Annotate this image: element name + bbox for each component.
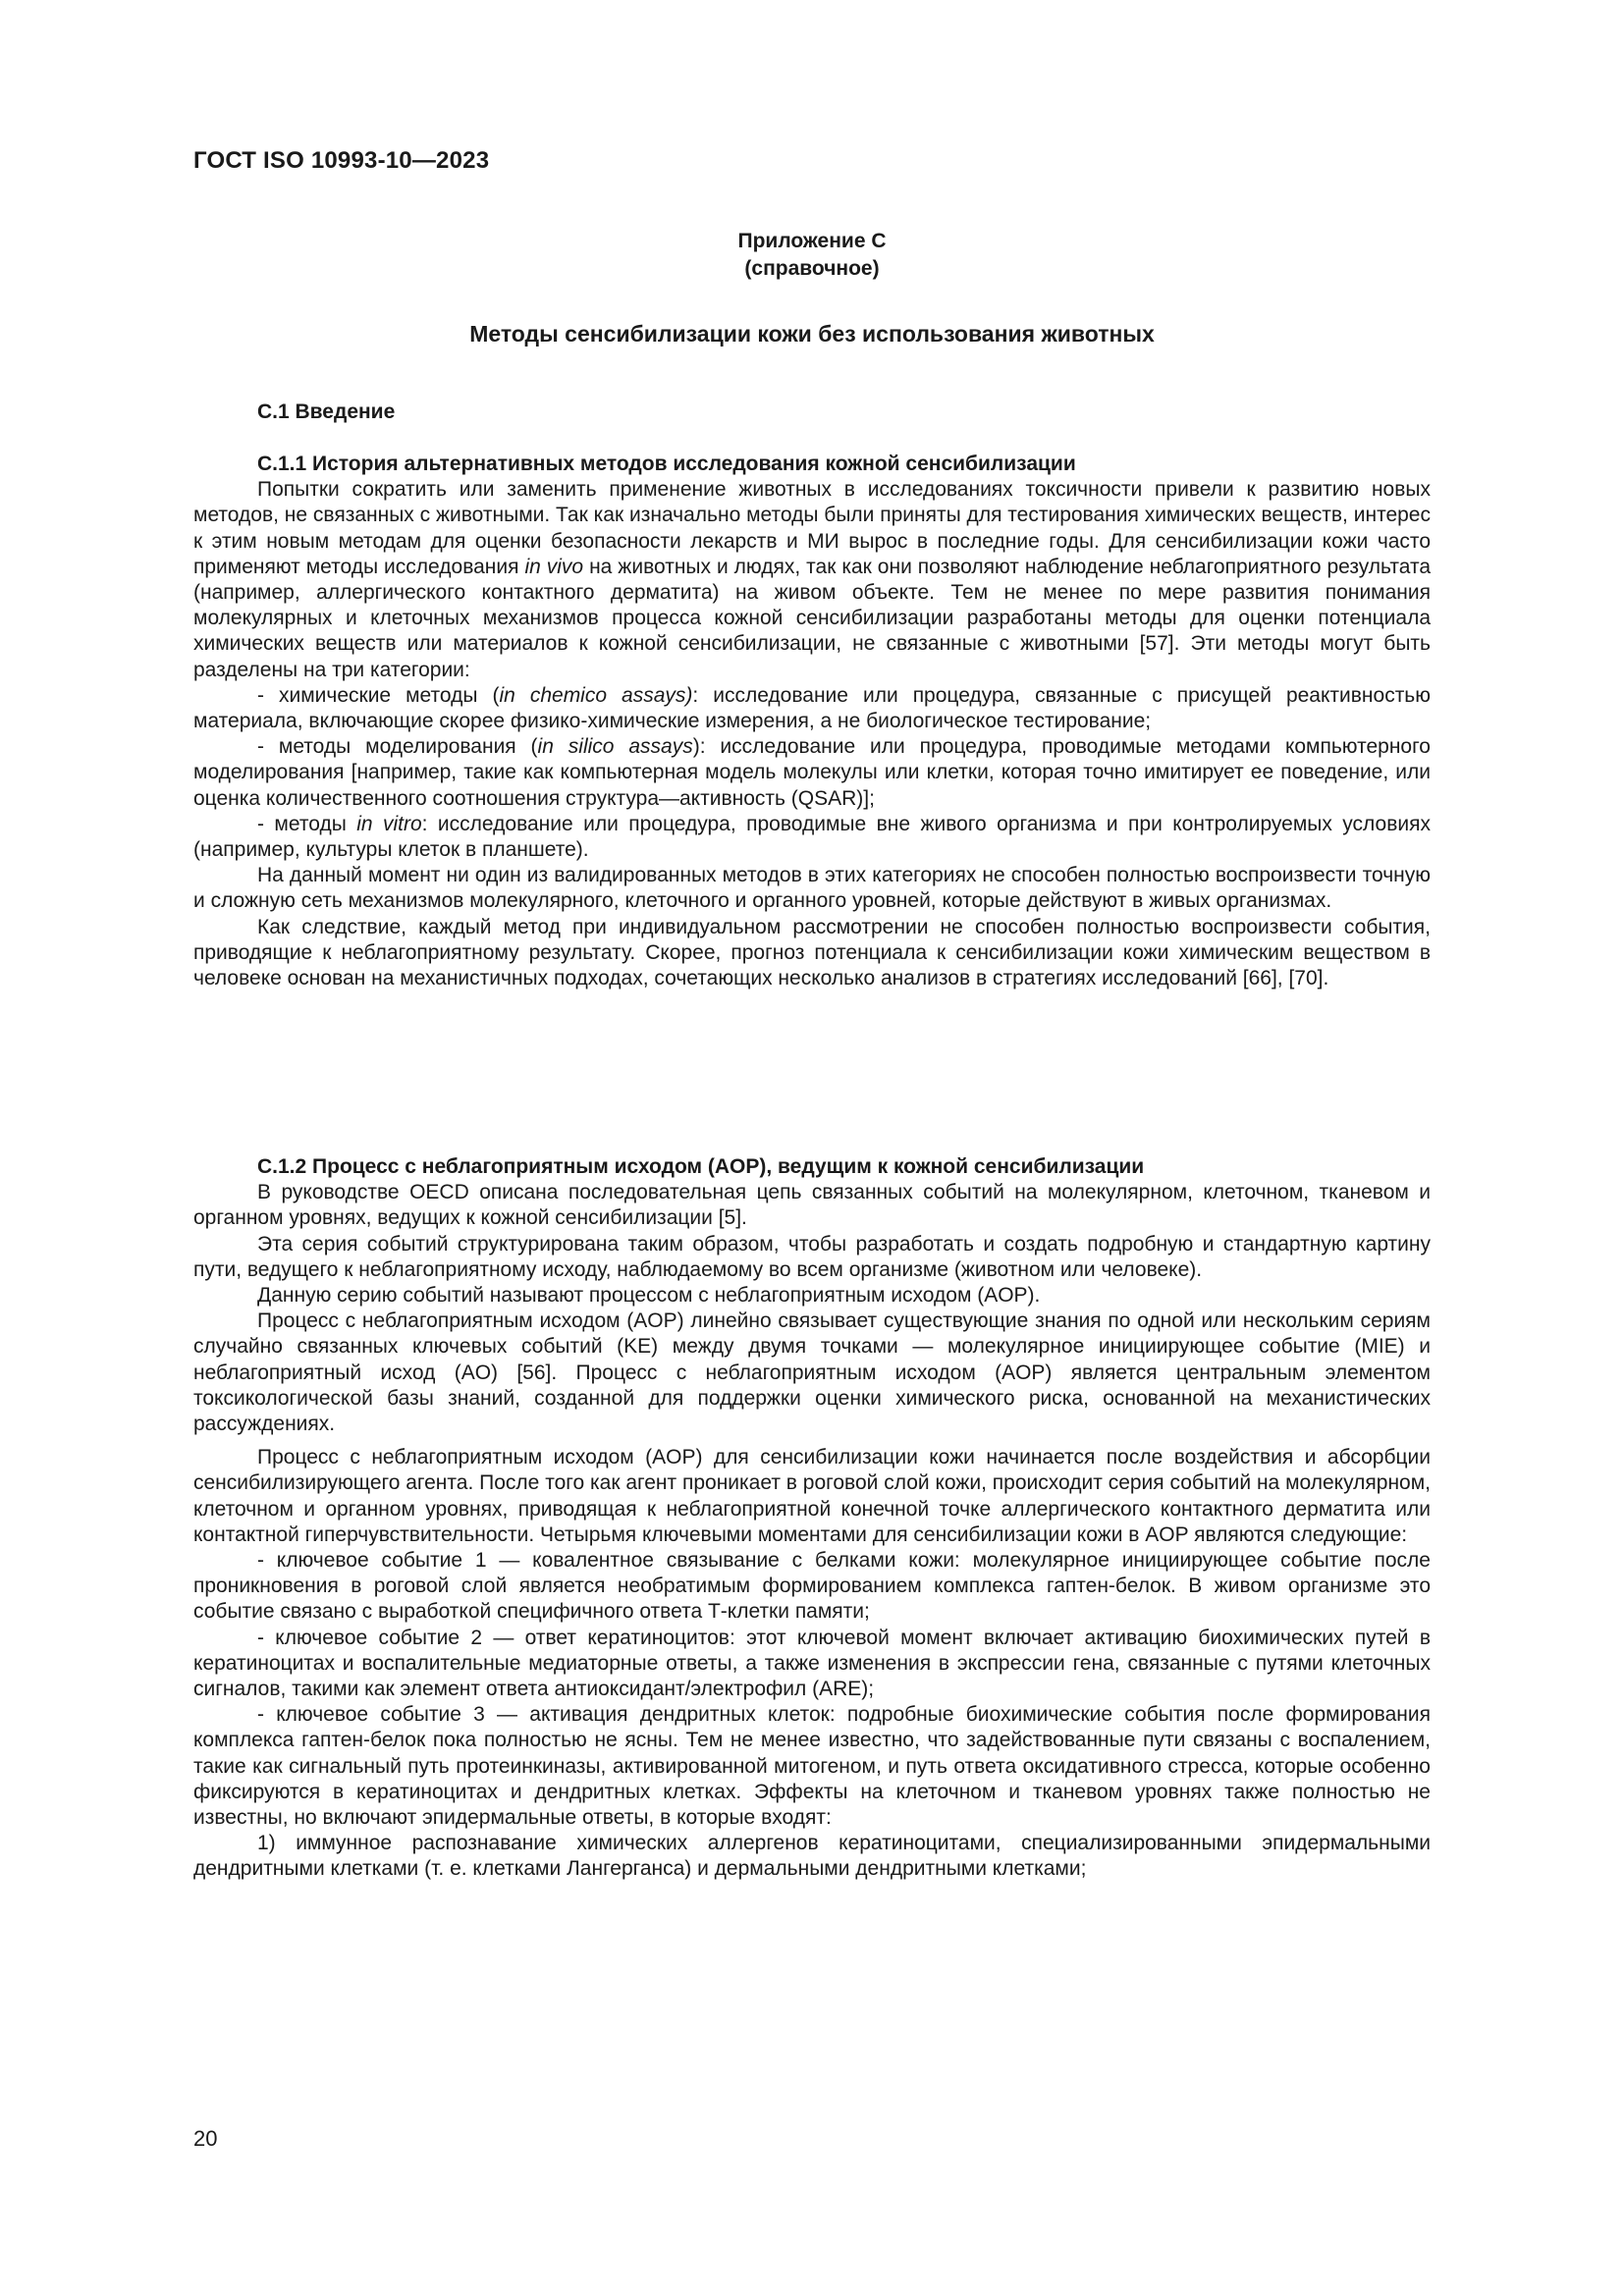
paragraph: Попытки сократить или заменить применение животных в исследованиях токсичности привели к развитию новых методов, не связанных с животными. Так как изначально методы были приняты для тестирования химических веществ, интерес к этим новым методам для оценки безопасности лекарств и МИ вырос в последние годы. Для сенсибилизации кожи часто применяют методы исследования in vivo на животных и людях, так как они позволяют наблюдение неблагоприятного результата (например, аллергического контактного дерматита) на живом объекте. Тем не менее по мере развития понимания молекулярных и клеточных механизмов процесса кожной сенсибилизации разработаны методы для оценки потенциала химических веществ или материалов к кожной сенсибилизации, не связанные с животными [57]. Эти методы могут быть разделены на три категории: bbox=[193, 478, 1432, 681]
subsection-history bbox=[193, 452, 1431, 991]
paragraph: Эта серия событий структурирована таким образом, чтобы разработать и создать подробную и стандартную картину пути, ведущего к неблагоприятному исходу, наблюдаемому во всем организме (животном или человеке). bbox=[193, 1232, 1431, 1281]
annex-heading: Методы сенсибилизации кожи без использования животных bbox=[469, 321, 1155, 347]
list-item: 1) иммунное распознавание химических аллергенов кератиноцитами, специализированными эпидермальными дендритными клетками (т. е. клетками Лангерганса) и дермальными дендритными клетками; bbox=[193, 1832, 1431, 1881]
paragraph: В руководстве OECD описана последовательная цепь связанных событий на молекулярном, клеточном, тканевом и органном уровнях, ведущих к кожной сенсибилизации [5]. bbox=[193, 1181, 1431, 1230]
list-item: - методы моделирования (in silico assays): исследование или процедура, проводимые методами компьютерного моделирования [например, такие как компьютерная модель молекулы или клетки, которая точно имитирует ее поведение, или оценка количественного соотношения структура—активность (QSAR)]; bbox=[193, 735, 1431, 810]
subsection-aop bbox=[193, 1154, 1431, 1883]
section-heading: С.1 Введение bbox=[257, 400, 396, 423]
list-item: - ключевое событие 1 — ковалентное связывание с белками кожи: молекулярное инициирующее событие после проникновения в роговой слой является необратимым формированием комплекса гаптен-белок. В живом организме это событие связано с выработкой специфичного ответа Т-клетки памяти; bbox=[193, 1549, 1431, 1624]
list-item: - ключевое событие 3 — активация дендритных клеток: подробные биохимические события после формирования комплекса гаптен-белок пока полностью не ясны. Тем не менее известно, что задействованные пути связаны с воспалением, такие как сигнальный путь протеинкиназы, активированной митогеном, и путь ответа оксидативного стресса, которые особенно фиксируются в кератиноцитах и дендритных клетках. Эффекты на клеточном и тканевом уровнях также полностью не известны, но включают эпидермальные ответы, в которые входят: bbox=[193, 1703, 1431, 1830]
subsection-heading: С.1.1 История альтернативных методов исследования кожной сенсибилизации bbox=[257, 453, 1076, 475]
paragraph: Как следствие, каждый метод при индивидуальном рассмотрении не способен полностью воспроизвести события, приводящие к неблагоприятному результату. Скорее, прогноз потенциала к сенсибилизации кожи химическим веществом в человеке основан на механистичных подходах, сочетающих несколько анализов в стратегиях исследований [66], [70]. bbox=[193, 915, 1431, 990]
document-code-header: ГОСТ ISO 10993-10—2023 bbox=[193, 147, 490, 174]
paragraph: На данный момент ни один из валидированных методов в этих категориях не способен полностью воспроизвести точную и сложную сеть механизмов молекулярного, клеточного и органного уровней, которые действуют в живых организмах. bbox=[193, 864, 1431, 913]
paragraph: Процесс с неблагоприятным исходом (AOP) для сенсибилизации кожи начинается после воздействия и абсорбции сенсибилизирующего агента. После того как агент проникает в роговой слой кожи, происходит серия событий на молекулярном, клеточном и органном уровнях, приводящая к неблагоприятной конечной точке аллергического контактного дерматита или контактной гиперчувствительности. Четырьмя ключевыми моментами для сенсибилизации кожи в AOP являются следующие: bbox=[193, 1446, 1431, 1546]
list-item: - ключевое событие 2 — ответ кератиноцитов: этот ключевой момент включает активацию биохимических путей в кератиноцитах и воспалительные медиаторные ответы, а также изменения в экспрессии гена, связанные с путями клеточных сигналов, такими как элемент ответа антиоксидант/электрофил (ARE); bbox=[193, 1626, 1431, 1701]
paragraph: Процесс с неблагоприятным исходом (AOP) линейно связывает существующие знания по одной или нескольким сериям случайно связанных ключевых событий (KE) между двумя точками — молекулярное инициирующее событие (MIE) и неблагоприятный исход (AO) [56]. Процесс с неблагоприятным исходом (AOP) является центральным элементом токсикологической базы знаний, созданной для поддержки оценки химического риска, основанной на механистических рассуждениях. bbox=[193, 1309, 1431, 1436]
page-number: 20 bbox=[193, 2126, 218, 2151]
annex-note: (справочное) bbox=[744, 257, 880, 280]
subsection-heading: С.1.2 Процесс с неблагоприятным исходом (AOP), ведущим к кожной сенсибилизации bbox=[257, 1155, 1145, 1178]
list-item: - химические методы (in chemico assays): исследование или процедура, связанные с присущей реактивностью материала, включающие скорее физико-химические измерения, а не биологическое тестирование; bbox=[193, 683, 1431, 733]
annex-title: Приложение С bbox=[737, 230, 887, 252]
paragraph: Данную серию событий называют процессом с неблагоприятным исходом (AOP). bbox=[257, 1284, 1041, 1308]
list-item: - методы in vitro: исследование или процедура, проводимые вне живого организма и при контролируемых условиях (например, культуры клеток в планшете). bbox=[193, 812, 1431, 862]
